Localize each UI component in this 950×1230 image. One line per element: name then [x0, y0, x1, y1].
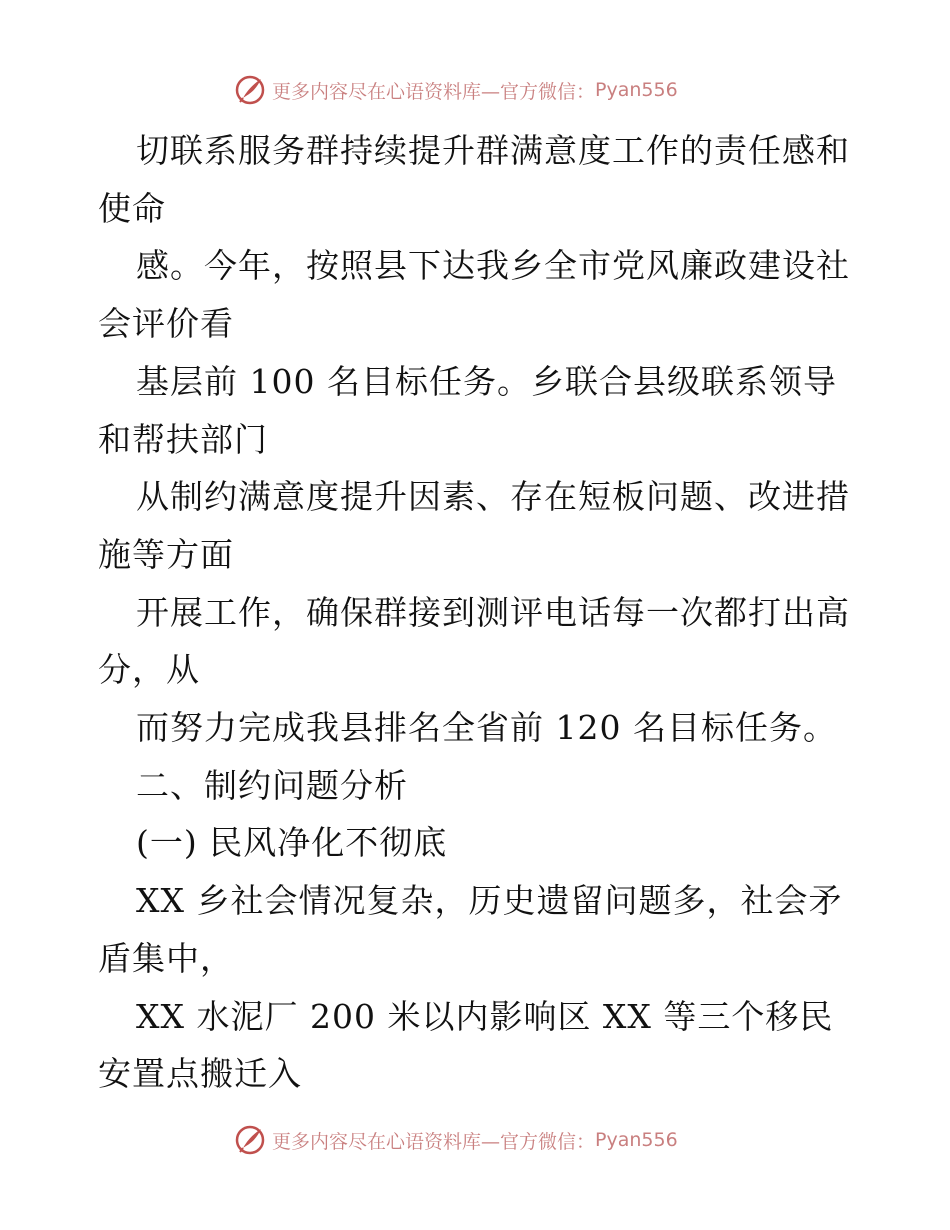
watermark-header: [234, 72, 678, 108]
quill-logo-icon: [234, 74, 266, 106]
paragraph: 而努力完成我县排名全省前 120 名目标任务。: [136, 708, 837, 748]
paragraph: 从制约满意度提升因素、存在短板问题、改进措施等方面: [98, 477, 850, 574]
paragraph: 感。今年，按照县下达我乡全市党风廉政建设社会评价看: [98, 246, 850, 344]
paragraph: 切联系服务群持续提升群满意度工作的责任感和使命: [98, 131, 850, 228]
subsection-heading: (一) 民风净化不彻底: [136, 823, 448, 863]
paragraph: XX 乡社会情况复杂，历史遗留问题多，社会矛盾集中，: [98, 881, 843, 978]
paragraph: 基层前 100 名目标任务。乡联合县级联系领导和帮扶部门: [98, 361, 837, 459]
paragraph: 开展工作，确保群接到测评电话每一次都打出高分，从: [98, 592, 850, 690]
watermark-footer: [234, 1122, 678, 1158]
quill-logo-icon: [234, 1124, 266, 1156]
watermark-text: 更多内容尽在心语资料库—官方微信：: [272, 80, 596, 103]
paragraph: XX 水泥厂 200 米以内影响区 XX 等三个移民安置点搬迁入: [98, 996, 834, 1094]
document-body: [98, 122, 858, 1103]
watermark-text: 更多内容尽在心语资料库—官方微信：: [272, 1130, 596, 1153]
section-heading: 二、制约问题分析: [136, 765, 408, 805]
watermark-wechat-id: Pyan556: [595, 79, 678, 101]
watermark-wechat-id: Pyan556: [595, 1129, 678, 1151]
